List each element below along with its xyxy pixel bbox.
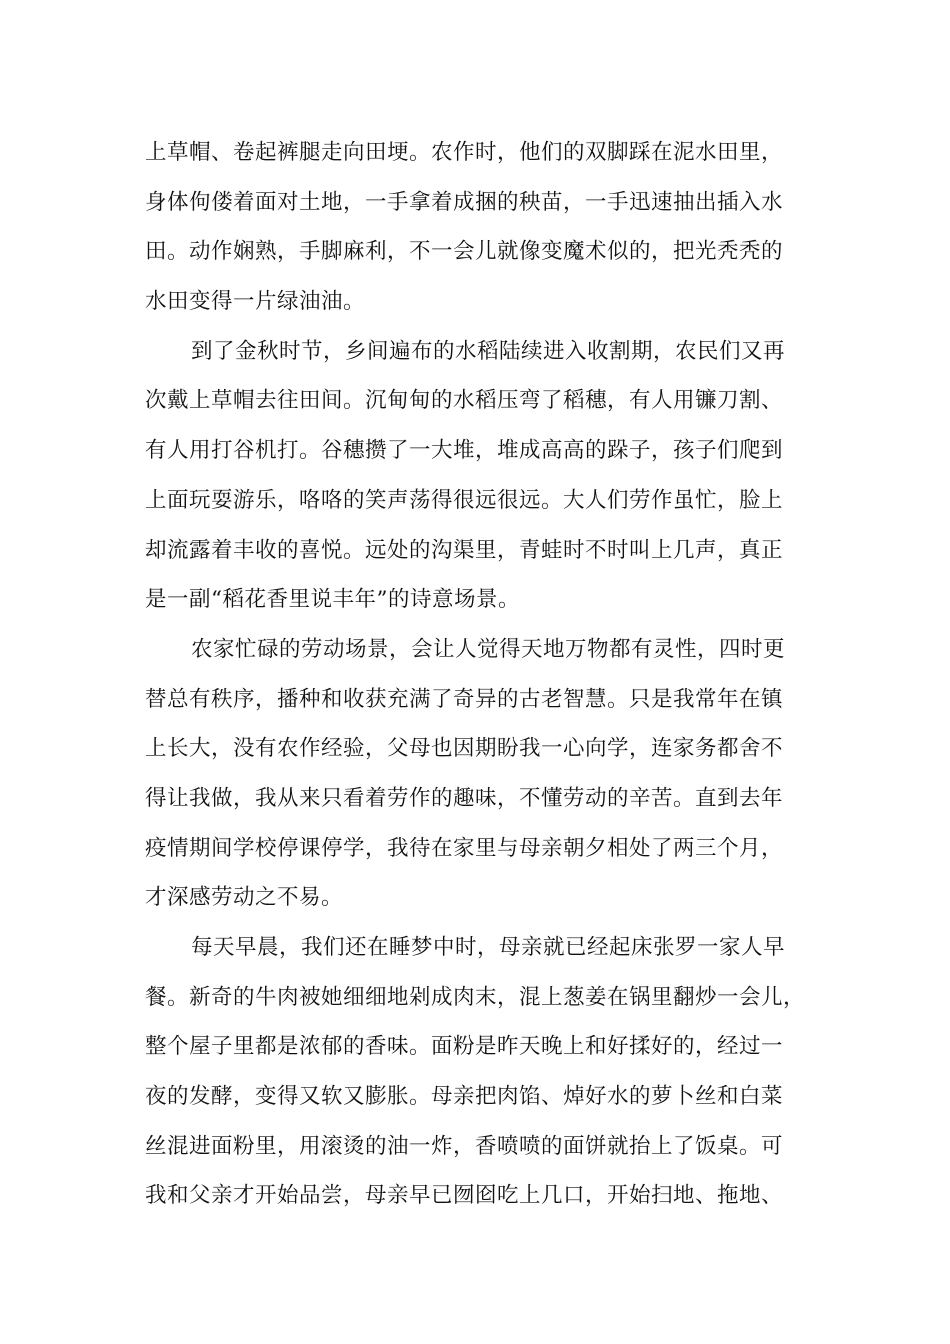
text-line: 田。动作娴熟，手脚麻利，不一会儿就像变魔术似的，把光秃秃的 (145, 239, 784, 265)
text-line: 疫情期间学校停课停学，我待在家里与母亲朝夕相处了两三个月， (145, 835, 784, 861)
paragraph-1 (145, 128, 825, 327)
text-line: 整个屋子里都是浓郁的香味。面粉是昨天晚上和好揉好的，经过一 (145, 1034, 784, 1060)
body-text (145, 128, 825, 1221)
text-line: 夜的发酵，变得又软又膨胀。母亲把肉馅、焯好水的萝卜丝和白菜 (145, 1084, 784, 1110)
text-line: 农家忙碌的劳动场景，会让人觉得天地万物都有灵性，四时更 (191, 636, 786, 662)
paragraph-4 (145, 923, 825, 1221)
text-line: 我和父亲才开始品尝，母亲早已囫囵吃上几口，开始扫地、拖地、 (145, 1183, 784, 1209)
text-line: 到了金秋时节，乡间遍布的水稻陆续进入收割期，农民们又再 (191, 338, 786, 364)
text-line: 身体佝偻着面对土地，一手拿着成捆的秧苗，一手迅速抽出插入水 (145, 189, 784, 215)
text-line: 替总有秩序，播种和收获充满了奇异的古老智慧。只是我常年在镇 (145, 686, 784, 712)
text-line: 才深感劳动之不易。 (145, 885, 344, 911)
text-line: 次戴上草帽去往田间。沉甸甸的水稻压弯了稻穗，有人用镰刀割、 (145, 388, 784, 414)
text-line: 水田变得一片绿油油。 (145, 289, 366, 315)
text-line: 有人用打谷机打。谷穗攒了一大堆，堆成高高的跺子，孩子们爬到 (145, 438, 784, 464)
text-line: 上草帽、卷起裤腿走向田埂。农作时，他们的双脚踩在泥水田里， (145, 140, 784, 165)
text-line: 每天早晨，我们还在睡梦中时，母亲就已经起床张罗一家人早 (191, 935, 786, 960)
text-line: 是一副“稻花香里说丰年”的诗意场景。 (145, 587, 520, 613)
text-line: 丝混进面粉里，用滚烫的油一炸，香喷喷的面饼就抬上了饭桌。可 (145, 1133, 784, 1159)
paragraph-3 (145, 625, 825, 923)
text-line: 上面玩耍游乐，咯咯的笑声荡得很远很远。大人们劳作虽忙，脸上 (145, 487, 784, 513)
text-line: 却流露着丰收的喜悦。远处的沟渠里，青蛙时不时叫上几声，真正 (145, 537, 784, 563)
text-line: 上长大，没有农作经验，父母也因期盼我一心向学，连家务都舍不 (145, 736, 784, 762)
paragraph-2 (145, 327, 825, 625)
text-line: 得让我做，我从来只看着劳作的趣味，不懂劳动的辛苦。直到去年 (145, 785, 784, 811)
text-line: 餐。新奇的牛肉被她细细地剁成肉末，混上葱姜在锅里翻炒一会儿， (145, 984, 806, 1010)
